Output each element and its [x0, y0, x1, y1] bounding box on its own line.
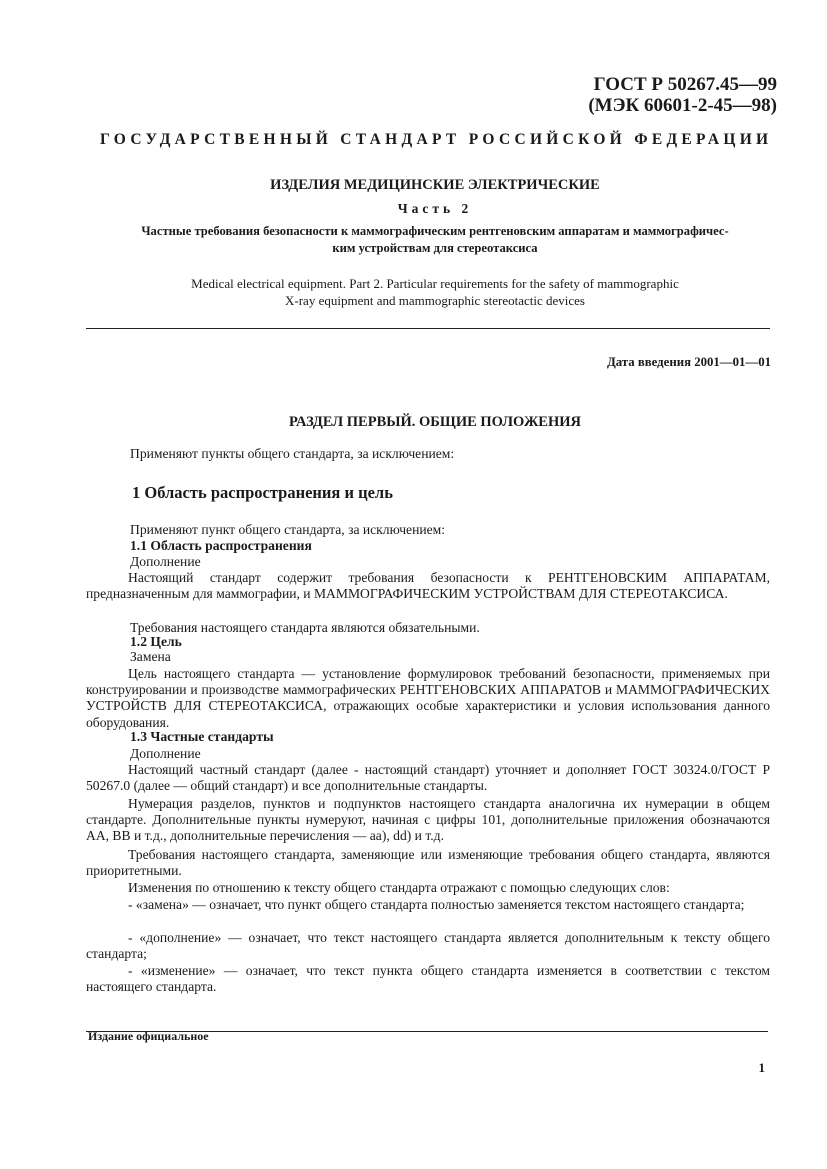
subclause-label-1-2: Замена: [130, 649, 171, 664]
subclause-label-1-3: Дополнение: [130, 746, 201, 761]
english-title-line-2: X-ray equipment and mammographic stereotactic devices: [285, 293, 585, 308]
section-intro: Применяют пункты общего стандарта, за исключением:: [130, 446, 455, 461]
header-divider: [86, 328, 770, 329]
paragraph-scope: Настоящий стандарт содержит требования безопасности к РЕНТГЕНОВСКИМ АППАРАТАМ, предназначенным для маммографии, и МАММОГРАФИЧЕСКИМ УСТРОЙСТВАМ ДЛЯ СТЕРЕОТАКСИСА.: [86, 570, 770, 602]
document-subtitle-line-1: Частные требования безопасности к маммографическим рентгеновским аппаратам и маммографичес-: [141, 224, 729, 238]
subclause-heading-1-1: 1.1 Область распространения: [130, 538, 312, 553]
subclause-heading-1-3: 1.3 Частные стандарты: [130, 729, 274, 744]
iec-number: (МЭК 60601-2-45—98): [588, 95, 777, 116]
edition-label: Издание официальное: [88, 1029, 209, 1043]
state-standard-title: ГОСУДАРСТВЕННЫЙ СТАНДАРТ РОССИЙСКОЙ ФЕДЕРАЦИИ: [100, 131, 773, 148]
paragraph-numbering: Нумерация разделов, пунктов и подпунктов настоящего стандарта аналогична их нумерации в общем стандарте. Дополнительные пункты нумеруют, начиная с цифры 101, дополнительные приложения обозначаются АА, ВВ и т.д., дополнительные перечисления — аа), dd) и т.д.: [86, 796, 770, 844]
list-item-addition: - «дополнение» — означает, что текст настоящего стандарта является дополнительным к тексту общего стандарта;: [86, 930, 770, 962]
introduction-date: Дата введения 2001—01—01: [606, 355, 771, 369]
list-item-replacement: - «замена» — означает, что пункт общего стандарта полностью заменяется текстом настоящего стандарта;: [128, 897, 745, 912]
list-item-modification: - «изменение» — означает, что текст пункта общего стандарта изменяется в соответствии с текстом настоящего стандарта.: [86, 963, 770, 995]
paragraph-change-words: Изменения по отношению к тексту общего стандарта отражают с помощью следующих слов:: [128, 880, 670, 895]
paragraph-particular-standard: Настоящий частный стандарт (далее - настоящий стандарт) уточняет и дополняет ГОСТ 30324.0/ГОСТ Р 50267.0 (далее — общий стандарт) и все дополнительные стандарты.: [86, 762, 770, 794]
subclause-label-1-1: Дополнение: [130, 554, 201, 569]
subclause-heading-1-2: 1.2 Цель: [130, 634, 182, 649]
clause-intro: Применяют пункт общего стандарта, за исключением:: [130, 522, 446, 537]
page-number: 1: [758, 1060, 765, 1075]
section-title: РАЗДЕЛ ПЕРВЫЙ. ОБЩИЕ ПОЛОЖЕНИЯ: [289, 414, 581, 430]
paragraph-priority: Требования настоящего стандарта, заменяющие или изменяющие требования общего стандарта, являются приоритетными.: [86, 847, 770, 879]
clause-title: 1 Область распространения и цель: [132, 483, 393, 502]
paragraph-mandatory: Требования настоящего стандарта являются обязательными.: [130, 620, 480, 635]
part-label: Часть 2: [397, 201, 473, 216]
english-title-line-1: Medical electrical equipment. Part 2. Particular requirements for the safety of mammographic: [191, 276, 679, 291]
document-subtitle-line-2: ким устройствам для стереотаксиса: [332, 241, 538, 255]
document-title: ИЗДЕЛИЯ МЕДИЦИНСКИЕ ЭЛЕКТРИЧЕСКИЕ: [270, 177, 600, 193]
paragraph-purpose: Цель настоящего стандарта — установление формулировок требований безопасности, применяемых при конструировании и производстве маммографических РЕНТГЕНОВСКИХ АППАРАТОВ и МАММОГРАФИЧЕСКИХ УСТРОЙСТВ ДЛЯ СТЕРЕОТАКСИСА, отражающих особые характеристики и условия использования данного оборудования.: [86, 666, 770, 730]
document-number: ГОСТ Р 50267.45—99: [593, 74, 777, 95]
